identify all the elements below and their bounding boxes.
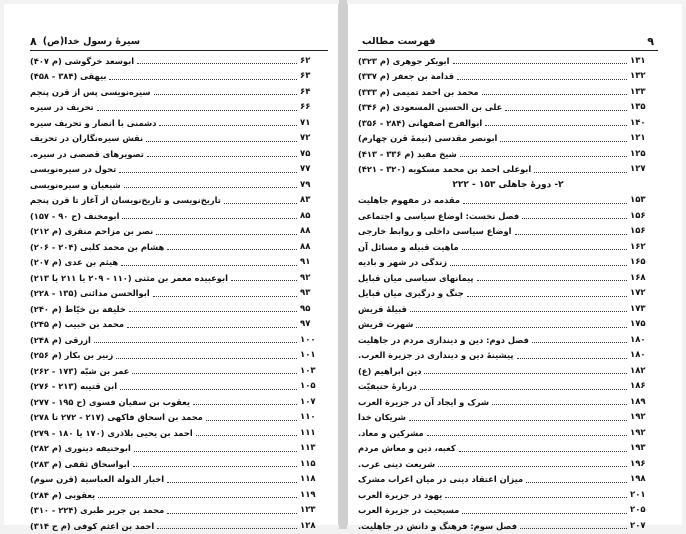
toc-dot-leader (120, 389, 297, 390)
toc-entry-title: محمد بن اسحاق فاکهی (۲۱۷ - ۲۷۲ تا ۲۷۸) (30, 412, 203, 423)
toc-entry (358, 425, 658, 441)
toc-entry-page: ۷۷ (300, 164, 311, 175)
toc-entry (358, 441, 658, 457)
toc-dot-leader (420, 389, 627, 390)
toc-dot-leader (462, 513, 627, 514)
toc-entry (30, 503, 328, 519)
toc-dot-leader (460, 156, 627, 157)
toc-entry-page: ۶۶ (300, 102, 311, 113)
toc-dot-leader (427, 435, 627, 436)
toc-entry-title: تاریخ‌نویسی و تاریخ‌نویسان از آغاز تا قرن پنجم (30, 195, 221, 206)
toc-entry-title: علی بن الحسین المسعودی (م ۳۴۶) (358, 102, 503, 113)
toc-entry-page: ۹۷ (300, 319, 311, 330)
toc-entry-title: ابومخنف (ح ۹۰ - ۱۵۷) (30, 210, 120, 221)
toc-entry-title: ابوعلی احمد بن محمد مسکویه (۳۲۰ - ۴۲۱) (358, 164, 532, 175)
toc-dot-leader (459, 451, 627, 452)
toc-entry (30, 208, 328, 224)
toc-entry-title: فصل دوم: دین و دینداری مردم در جاهلیت (358, 334, 529, 345)
toc-entry (358, 472, 658, 488)
right-page-header-title: فهرست مطالب (362, 35, 436, 47)
toc-entry-page: ۱۲۳ (300, 505, 316, 516)
toc-entry (358, 286, 658, 302)
toc-dot-leader (482, 94, 627, 95)
toc-dot-leader (462, 249, 627, 250)
toc-entry-page: ۱۱۸ (300, 474, 316, 485)
toc-entry (30, 487, 328, 503)
toc-entry-page: ۲۰۵ (630, 505, 646, 516)
toc-entry-page: ۱۲۵ (630, 148, 646, 159)
toc-entry-title: تحریف در سیره (30, 102, 94, 113)
toc-entry (358, 379, 658, 395)
toc-dot-leader (137, 63, 297, 64)
toc-dot-leader (505, 110, 627, 111)
toc-entry-title: هیثم بن عدی (م ۲۰۷) (30, 257, 119, 268)
toc-entry (358, 394, 658, 410)
toc-entry-page: ۱۱۹ (300, 489, 316, 500)
toc-dot-leader (121, 265, 297, 266)
toc-dot-leader (517, 358, 628, 359)
toc-entry-title: فصل نخست: اوضاع سیاسی و اجتماعی (358, 210, 520, 221)
toc-entry (30, 348, 328, 364)
toc-dot-leader (410, 311, 627, 312)
toc-entry (358, 456, 658, 472)
toc-dot-leader (534, 172, 627, 173)
toc-dot-leader (122, 218, 297, 219)
toc-entry (358, 131, 658, 147)
toc-dot-leader (416, 327, 627, 328)
toc-entry (30, 177, 328, 193)
toc-entry-title: ماهیت قبیله و مسائل آن (358, 241, 459, 252)
toc-entry (358, 115, 658, 131)
toc-entry-title: بیهقی (۳۸۴ - ۴۵۸) (30, 71, 107, 82)
toc-entry-page: ۱۷۵ (630, 319, 646, 330)
toc-dot-leader (467, 296, 627, 297)
toc-dot-leader (109, 79, 297, 80)
toc-dot-leader (224, 203, 297, 204)
toc-entry (358, 162, 658, 178)
toc-entry-page: ۹۱ (300, 257, 311, 268)
toc-entry (358, 100, 658, 116)
toc-dot-leader (124, 187, 297, 188)
toc-dot-leader (196, 435, 297, 436)
toc-dot-leader (463, 203, 627, 204)
toc-entry-page: ۶۲ (300, 55, 311, 66)
toc-dot-leader (526, 482, 627, 483)
toc-entry-page: ۱۲۱ (630, 133, 646, 144)
toc-entry-page: ۱۶۸ (630, 272, 646, 283)
left-toc-list (30, 53, 328, 534)
toc-entry-page: ۱۸۰ (630, 350, 646, 361)
toc-entry-page: ۱۹۲ (630, 412, 646, 423)
left-page-header-title: سیرهٔ رسول خدا(ص) (42, 35, 141, 47)
toc-entry-title: خلیفة بن خیّاط (م ۲۴۰) (30, 303, 126, 314)
toc-dot-leader (520, 528, 627, 529)
toc-dot-leader (156, 234, 297, 235)
toc-entry-page: ۲۰۱ (630, 489, 646, 500)
toc-dot-leader (132, 373, 297, 374)
toc-entry-page: ۱۰۰ (300, 334, 316, 345)
toc-entry (358, 224, 658, 240)
toc-entry (358, 301, 658, 317)
toc-entry-title: مقدمه در مفهوم جاهلیت (358, 195, 461, 206)
toc-entry (30, 332, 328, 348)
toc-entry (30, 425, 328, 441)
toc-entry-page: ۱۹۳ (630, 443, 646, 454)
toc-entry-page: ۹۳ (300, 288, 311, 299)
toc-entry (358, 487, 658, 503)
toc-dot-leader (129, 311, 297, 312)
toc-entry (358, 69, 658, 85)
toc-entry (358, 208, 658, 224)
toc-entry (30, 193, 328, 209)
toc-entry-title: ابوسعد خرگوشی (م ۴۰۷) (30, 55, 135, 66)
toc-entry (30, 456, 328, 472)
toc-dot-leader (127, 327, 297, 328)
toc-dot-leader (94, 342, 297, 343)
toc-entry-title: محمد بن جریر طبری (۲۲۴ - ۳۱۰) (30, 505, 165, 516)
toc-entry-title: جنگ و درگیری میان قبایل (358, 288, 464, 299)
toc-dot-leader (167, 513, 297, 514)
toc-entry-page: ۱۲۷ (630, 164, 646, 175)
toc-entry-page: ۱۳۵ (630, 102, 646, 113)
toc-entry-page: ۱۰۷ (300, 396, 316, 407)
toc-entry-title: پیشینهٔ دین و دینداری در جزیرة العرب. (358, 350, 514, 361)
toc-entry-page: ۱۷۲ (630, 288, 646, 299)
toc-entry-page: ۱۱۳ (300, 443, 316, 454)
toc-entry-title: یهود در جزیرة العرب (358, 489, 443, 500)
toc-entry-title: ابوبکر جوهری (م ۳۲۳) (358, 55, 450, 66)
right-page-number: ۹ (647, 34, 654, 48)
toc-entry (30, 363, 328, 379)
toc-dot-leader (438, 466, 627, 467)
toc-entry-title: دربارهٔ حنیفیّت (358, 381, 417, 392)
toc-entry-title: هشام بن محمد کلبی (۲۰۴ - ۲۰۶) (30, 241, 165, 252)
toc-dot-leader (119, 172, 297, 173)
toc-entry (30, 255, 328, 271)
toc-entry-page: ۸۸ (300, 241, 311, 252)
toc-entry-page: ۸۸ (300, 226, 311, 237)
toc-dot-leader (97, 110, 297, 111)
toc-entry-title: اوضاع سیاسی داخلی و روابط خارجی (358, 226, 512, 237)
toc-entry-page: ۶۴ (300, 86, 311, 97)
toc-entry-page: ۱۰۱ (300, 350, 316, 361)
toc-entry-page: ۹۲ (300, 272, 311, 283)
left-page-header (30, 34, 328, 48)
toc-entry-title: یعقوبی (م ۲۸۴) (30, 489, 96, 500)
toc-dot-leader (134, 451, 297, 452)
toc-dot-leader (409, 420, 627, 421)
toc-dot-leader (157, 528, 297, 529)
toc-entry-page: ۱۰۳ (300, 365, 316, 376)
toc-entry-title: احمد بن یحیی بلاذری (۱۷۰ یا ۱۸۰ - ۲۷۹) (30, 427, 193, 438)
toc-entry (358, 348, 658, 364)
toc-entry (30, 131, 328, 147)
toc-dot-leader (532, 342, 627, 343)
toc-entry-page: ۱۶۲ (630, 241, 646, 252)
toc-dot-leader (457, 79, 627, 80)
toc-entry (30, 53, 328, 69)
toc-entry (30, 224, 328, 240)
toc-entry-page: ۷۹ (300, 179, 311, 190)
toc-entry-title: پیمانهای سیاسی میان قبایل (358, 272, 474, 283)
toc-entry (30, 270, 328, 286)
toc-entry-title: مسیحیت در جزیرة العرب (358, 505, 460, 516)
toc-dot-leader (133, 466, 297, 467)
toc-dot-leader (500, 141, 627, 142)
toc-entry-page: ۱۰۵ (300, 381, 316, 392)
toc-entry (358, 518, 658, 534)
toc-entry-page: ۱۶۵ (630, 257, 646, 268)
toc-entry-page: ۷۵ (300, 148, 311, 159)
toc-entry-page: ۱۸۰ (630, 334, 646, 345)
book-gutter (339, 0, 347, 529)
toc-entry-page: ۱۲۸ (300, 520, 316, 531)
toc-entry-title: تحول در سیره‌نویسی (30, 164, 117, 175)
toc-dot-leader (515, 234, 627, 235)
toc-entry (30, 100, 328, 116)
toc-entry (358, 410, 658, 426)
toc-dot-leader (116, 358, 297, 359)
toc-entry-page: ۱۷۳ (630, 303, 646, 314)
toc-dot-leader (485, 125, 627, 126)
toc-dot-leader (206, 420, 297, 421)
toc-entry (358, 84, 658, 100)
toc-entry-title: محمد بن احمد تمیمی (م ۳۳۳) (358, 86, 479, 97)
right-page-header (358, 34, 658, 48)
toc-entry (30, 84, 328, 100)
toc-dot-leader (445, 497, 627, 498)
toc-entry-page: ۱۱۱ (300, 427, 316, 438)
toc-entry-page: ۱۸۹ (630, 396, 646, 407)
toc-dot-leader (492, 404, 627, 405)
toc-entry-page: ۱۳۳ (630, 86, 646, 97)
toc-entry-title: ازرقی (م ۲۴۸) (30, 334, 91, 345)
toc-entry-title: فصل سوم: فرهنگ و دانش در جاهلیت. (358, 520, 518, 531)
toc-entry-page: ۷۱ (300, 117, 311, 128)
toc-dot-leader (231, 280, 297, 281)
toc-entry-title: ابوالحسن مدائنی (۱۳۵ - ۲۲۸) (30, 288, 150, 299)
toc-entry-title: ابوحنیفه دینوری (م ۲۸۲) (30, 443, 131, 454)
toc-dot-leader (450, 265, 627, 266)
toc-entry-title: تصویرهای قصصی در سیره. (30, 148, 144, 159)
toc-entry (30, 317, 328, 333)
toc-entry-title: احمد بن اعثم کوفی (م ح ۳۱۴) (30, 520, 155, 531)
toc-entry (30, 441, 328, 457)
toc-entry-page: ۱۹۸ (630, 474, 646, 485)
left-header-rule (30, 50, 328, 51)
toc-entry-page: ۸۳ (300, 195, 311, 206)
toc-entry (358, 146, 658, 162)
toc-entry-title: دشمنی با انصار و تحریف سیره (30, 117, 157, 128)
toc-dot-leader (477, 280, 627, 281)
toc-entry (30, 162, 328, 178)
left-page (4, 4, 339, 531)
toc-entry-title: مشرکین و معاد. (358, 427, 424, 438)
toc-entry-title: شرک و ایجاد آن در جزیرة العرب (358, 396, 490, 407)
toc-entry-title: شیعیان و سیره‌نویسی (30, 179, 121, 190)
toc-entry-page: ۹۵ (300, 303, 311, 314)
toc-entry-title: ابوعبیده معمر بن مثنی (۱۱۰ - ۲۰۹ یا ۲۱۱ یا ۲۱۳) (30, 272, 228, 283)
toc-entry-page: ۶۳ (300, 71, 311, 82)
toc-entry-title: ابوالفرج اصفهانی (۲۸۴ - ۳۵۶) (358, 117, 483, 128)
toc-entry (30, 394, 328, 410)
toc-entry (30, 69, 328, 85)
toc-entry-title: زندگی در شهر و بادیه (358, 257, 448, 268)
toc-entry-page: ۲۰۷ (630, 520, 646, 531)
toc-dot-leader (522, 218, 627, 219)
toc-entry (30, 301, 328, 317)
right-page (347, 4, 682, 531)
toc-entry-page: ۱۴۰ (630, 117, 646, 128)
toc-dot-leader (167, 482, 297, 483)
toc-entry-page: ۸۵ (300, 210, 311, 221)
toc-dot-leader (159, 125, 297, 126)
toc-section-heading (358, 177, 658, 193)
toc-entry-page: ۱۵۶ (630, 210, 646, 221)
toc-entry (358, 239, 658, 255)
toc-entry-page: ۱۵۳ (630, 195, 646, 206)
toc-dot-leader (146, 141, 297, 142)
toc-entry-title: نصر بن مزاحم منقری (م ۲۱۲) (30, 226, 154, 237)
toc-entry (358, 270, 658, 286)
toc-entry-page: ۱۳۲ (630, 71, 646, 82)
toc-entry-page: ۱۸۲ (630, 365, 646, 376)
toc-entry (30, 115, 328, 131)
toc-entry-title: شیخ مفید (م ۳۳۶ - ۴۱۳) (358, 148, 457, 159)
toc-entry (358, 193, 658, 209)
toc-entry (358, 317, 658, 333)
toc-entry-page: ۱۱۰ (300, 412, 316, 423)
toc-section-title: ۲- دورهٔ جاهلی ۱۵۳ - ۲۲۲ (452, 179, 564, 190)
toc-entry-title: سیره‌نویسی پس از قرن پنجم (30, 86, 151, 97)
toc-entry-title: شهرت قریش (358, 319, 414, 330)
toc-dot-leader (167, 249, 297, 250)
toc-entry (358, 332, 658, 348)
toc-entry-title: کعبه، دین و معاش مردم (358, 443, 456, 454)
left-page-number: ۸ (30, 34, 37, 48)
toc-entry-page: ۱۹۲ (630, 427, 646, 438)
right-toc-list (358, 53, 658, 534)
toc-entry-page: ۱۵۶ (630, 226, 646, 237)
toc-entry-page: ۱۸۶ (630, 381, 646, 392)
toc-entry-title: نقش سیره‌نگاران در تحریف (30, 133, 144, 144)
toc-entry-title: شریکان خدا (358, 412, 406, 423)
toc-entry-title: عمر بن شبّه (۱۷۳ - ۲۶۲) (30, 365, 130, 376)
toc-entry (358, 255, 658, 271)
toc-entry-title: محمد بن حبیب (م ۲۴۵) (30, 319, 125, 330)
toc-entry-title: دین ابراهیم (ع) (358, 365, 422, 376)
toc-entry (30, 286, 328, 302)
toc-entry-page: ۷۲ (300, 133, 311, 144)
toc-entry (358, 363, 658, 379)
toc-entry-title: زبیر بن بکار (م ۲۵۶) (30, 350, 114, 361)
right-header-rule (358, 50, 658, 51)
toc-entry-title: ابونصر مقدسی (نیمهٔ قرن چهارم) (358, 133, 498, 144)
toc-entry-page: ۱۳۱ (630, 55, 646, 66)
toc-entry (358, 53, 658, 69)
toc-entry-title: قدامة بن جعفر (م ۳۳۷) (358, 71, 455, 82)
toc-entry-title: ابواسحاق ثقفی (م ۲۸۳) (30, 458, 130, 469)
toc-dot-leader (193, 404, 297, 405)
toc-entry-title: میزان اعتقاد دینی در میان اعراب مشرک (358, 474, 524, 485)
toc-entry-title: اخبار الدولة العباسیة (قرن سوم) (30, 474, 165, 485)
toc-dot-leader (424, 373, 627, 374)
toc-entry-title: قبیلهٔ قریش (358, 303, 407, 314)
toc-entry (30, 379, 328, 395)
toc-entry-title: یعقوب بن سفیان فسوی (ح ۱۹۵ - ۲۷۷) (30, 396, 190, 407)
toc-entry-title: شریعت دینی عرب. (358, 458, 436, 469)
toc-dot-leader (147, 156, 297, 157)
toc-entry-page: ۱۹۶ (630, 458, 646, 469)
toc-dot-leader (154, 94, 297, 95)
toc-dot-leader (153, 296, 297, 297)
toc-entry (30, 146, 328, 162)
toc-entry-page: ۱۱۵ (300, 458, 316, 469)
toc-entry (30, 239, 328, 255)
toc-entry (30, 472, 328, 488)
toc-entry (358, 503, 658, 519)
toc-dot-leader (453, 63, 627, 64)
toc-dot-leader (98, 497, 297, 498)
toc-entry-title: ابن قتیبه (۲۱۳ - ۲۷۶) (30, 381, 118, 392)
toc-entry (30, 518, 328, 534)
toc-entry (30, 410, 328, 426)
